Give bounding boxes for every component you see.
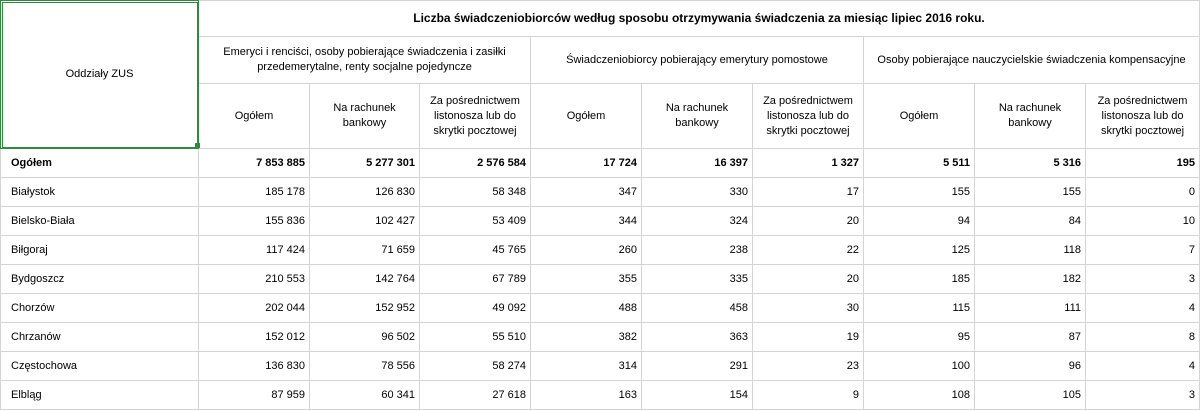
value-cell[interactable]: 67 789 <box>420 265 531 294</box>
value-cell[interactable]: 17 724 <box>531 149 642 178</box>
group-header-bridge-pensions: Świadczeniobiorcy pobierający emerytury pomostowe <box>531 37 864 84</box>
table-row <box>1 236 1200 265</box>
value-cell[interactable]: 126 830 <box>310 178 420 207</box>
column-header: Za pośrednictwem listonosza lub do skrytki pocztowej <box>420 84 531 149</box>
value-cell[interactable]: 108 <box>864 381 975 410</box>
value-cell[interactable]: 20 <box>753 265 864 294</box>
branch-name-cell[interactable]: Białystok <box>1 178 199 207</box>
branch-name-cell[interactable]: Biłgoraj <box>1 236 199 265</box>
corner-header[interactable]: Oddziały ZUS <box>1 1 199 149</box>
value-cell[interactable]: 8 <box>1086 323 1200 352</box>
value-cell[interactable]: 344 <box>531 207 642 236</box>
branch-name-cell[interactable]: Chorzów <box>1 294 199 323</box>
value-cell[interactable]: 96 502 <box>310 323 420 352</box>
value-cell[interactable]: 118 <box>975 236 1086 265</box>
table-row <box>1 323 1200 352</box>
value-cell[interactable]: 7 <box>1086 236 1200 265</box>
table-row <box>1 178 1200 207</box>
value-cell[interactable]: 2 576 584 <box>420 149 531 178</box>
value-cell[interactable]: 7 853 885 <box>199 149 310 178</box>
branch-name-cell[interactable]: Częstochowa <box>1 352 199 381</box>
value-cell[interactable]: 314 <box>531 352 642 381</box>
value-cell[interactable]: 125 <box>864 236 975 265</box>
value-cell[interactable]: 10 <box>1086 207 1200 236</box>
value-cell[interactable]: 87 <box>975 323 1086 352</box>
value-cell[interactable]: 17 <box>753 178 864 207</box>
total-row <box>1 149 1200 178</box>
value-cell[interactable]: 19 <box>753 323 864 352</box>
value-cell[interactable]: 458 <box>642 294 753 323</box>
value-cell[interactable]: 22 <box>753 236 864 265</box>
table-row <box>1 265 1200 294</box>
value-cell[interactable]: 58 274 <box>420 352 531 381</box>
value-cell[interactable]: 27 618 <box>420 381 531 410</box>
value-cell[interactable]: 195 <box>1086 149 1200 178</box>
value-cell[interactable]: 5 277 301 <box>310 149 420 178</box>
value-cell[interactable]: 1 327 <box>753 149 864 178</box>
value-cell[interactable]: 185 178 <box>199 178 310 207</box>
value-cell[interactable]: 111 <box>975 294 1086 323</box>
value-cell[interactable]: 53 409 <box>420 207 531 236</box>
value-cell[interactable]: 45 765 <box>420 236 531 265</box>
value-cell[interactable]: 49 092 <box>420 294 531 323</box>
value-cell[interactable]: 155 836 <box>199 207 310 236</box>
column-header: Za pośrednictwem listonosza lub do skrytki pocztowej <box>1086 84 1200 149</box>
value-cell[interactable]: 94 <box>864 207 975 236</box>
column-header: Na rachunek bankowy <box>975 84 1086 149</box>
column-header: Ogółem <box>199 84 310 149</box>
table-row <box>1 381 1200 410</box>
value-cell[interactable]: 182 <box>975 265 1086 294</box>
value-cell[interactable]: 382 <box>531 323 642 352</box>
column-header: Ogółem <box>531 84 642 149</box>
value-cell[interactable]: 96 <box>975 352 1086 381</box>
value-cell[interactable]: 291 <box>642 352 753 381</box>
value-cell[interactable]: 363 <box>642 323 753 352</box>
table-row <box>1 294 1200 323</box>
value-cell[interactable]: 136 830 <box>199 352 310 381</box>
value-cell[interactable]: 60 341 <box>310 381 420 410</box>
value-cell[interactable]: 4 <box>1086 294 1200 323</box>
value-cell[interactable]: 335 <box>642 265 753 294</box>
value-cell[interactable]: 152 952 <box>310 294 420 323</box>
value-cell[interactable]: 154 <box>642 381 753 410</box>
value-cell[interactable]: 9 <box>753 381 864 410</box>
value-cell[interactable]: 185 <box>864 265 975 294</box>
branch-name-cell[interactable]: Chrzanów <box>1 323 199 352</box>
value-cell[interactable]: 3 <box>1086 265 1200 294</box>
value-cell[interactable]: 155 <box>975 178 1086 207</box>
value-cell[interactable]: 330 <box>642 178 753 207</box>
value-cell[interactable]: 210 553 <box>199 265 310 294</box>
value-cell[interactable]: 152 012 <box>199 323 310 352</box>
value-cell[interactable]: 78 556 <box>310 352 420 381</box>
branch-name-cell[interactable]: Bydgoszcz <box>1 265 199 294</box>
group-header-teacher-compensation: Osoby pobierające nauczycielskie świadczenia kompensacyjne <box>864 37 1200 84</box>
value-cell[interactable]: 488 <box>531 294 642 323</box>
value-cell[interactable]: 20 <box>753 207 864 236</box>
value-cell[interactable]: 105 <box>975 381 1086 410</box>
value-cell[interactable]: 115 <box>864 294 975 323</box>
value-cell[interactable]: 0 <box>1086 178 1200 207</box>
value-cell[interactable]: 84 <box>975 207 1086 236</box>
branch-name-cell[interactable]: Bielsko-Biała <box>1 207 199 236</box>
selection-handle[interactable] <box>195 143 200 148</box>
column-header: Za pośrednictwem listonosza lub do skrytki pocztowej <box>753 84 864 149</box>
table-title: Liczba świadczeniobiorców według sposobu otrzymywania świadczenia za miesiąc lipiec 2016 roku. <box>199 1 1200 37</box>
value-cell[interactable]: 58 348 <box>420 178 531 207</box>
value-cell[interactable]: 4 <box>1086 352 1200 381</box>
value-cell[interactable]: 5 511 <box>864 149 975 178</box>
value-cell[interactable]: 87 959 <box>199 381 310 410</box>
value-cell[interactable]: 100 <box>864 352 975 381</box>
value-cell[interactable]: 163 <box>531 381 642 410</box>
branch-name-cell[interactable]: Ogółem <box>1 149 199 178</box>
group-header-pensioners: Emeryci i renciści, osoby pobierające świadczenia i zasiłki przedemerytalne, renty socjalne pojedyncze <box>199 37 531 84</box>
value-cell[interactable]: 23 <box>753 352 864 381</box>
column-header: Na rachunek bankowy <box>642 84 753 149</box>
table-row <box>1 207 1200 236</box>
table-row <box>1 352 1200 381</box>
value-cell[interactable]: 3 <box>1086 381 1200 410</box>
value-cell[interactable]: 117 424 <box>199 236 310 265</box>
value-cell[interactable]: 260 <box>531 236 642 265</box>
column-header: Ogółem <box>864 84 975 149</box>
value-cell[interactable]: 155 <box>864 178 975 207</box>
value-cell[interactable]: 142 764 <box>310 265 420 294</box>
value-cell[interactable]: 5 316 <box>975 149 1086 178</box>
value-cell[interactable]: 202 044 <box>199 294 310 323</box>
value-cell[interactable]: 16 397 <box>642 149 753 178</box>
value-cell[interactable]: 238 <box>642 236 753 265</box>
value-cell[interactable]: 347 <box>531 178 642 207</box>
value-cell[interactable]: 55 510 <box>420 323 531 352</box>
value-cell[interactable]: 324 <box>642 207 753 236</box>
value-cell[interactable]: 71 659 <box>310 236 420 265</box>
value-cell[interactable]: 30 <box>753 294 864 323</box>
column-header: Na rachunek bankowy <box>310 84 420 149</box>
branch-name-cell[interactable]: Elbląg <box>1 381 199 410</box>
value-cell[interactable]: 95 <box>864 323 975 352</box>
value-cell[interactable]: 355 <box>531 265 642 294</box>
value-cell[interactable]: 102 427 <box>310 207 420 236</box>
